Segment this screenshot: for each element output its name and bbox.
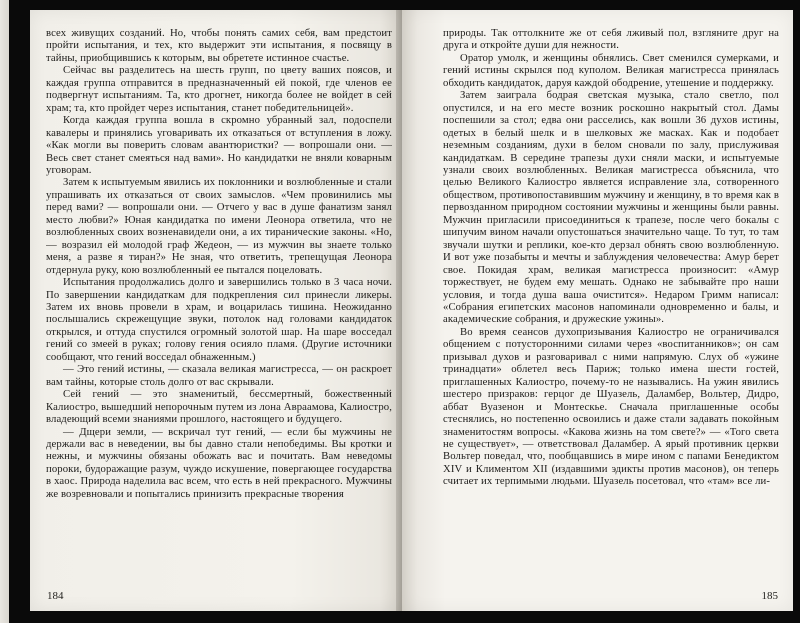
paragraph: Затем к испытуемым явились их поклонники и возлюбленные и стали упрашивать их отказаться от своих замыслов. «Чем провинились мы перед вами? — вопрошали они. — Отчего у вас в душе фанатизм занял место любви?» Юная кандидатка по имени Леонора ответила, что не возлюбленных своих возненавидели они, а их тиранические законы. «Но, — возразил ей молодой граф Жедеон, — из мужчин вы знаете только меня, а разве я тиран?» Не зная, что ответить, трепещущая Леонора отдернула руку, кою возлюбленный ее пытался поцеловать. <box>46 176 392 276</box>
paragraph: Сей гений — это знаменитый, бессмертный, божественный Калиостро, вышедший непорочным путем из лона Авраамова, Калиостро, владеющий всеми знаниями прошлого, настоящего и будущего. <box>46 388 392 426</box>
paragraph: Затем заиграла бодрая светская музыка, стало светло, пол опустился, и на его месте возник роскошно накрытый стол. Дамы поспешили за стол; едва они расселись, как вошли 36 духов истины, одетых в белый шелк и в шелковых же масках. Как и подобает неземным созданиям, духи в белом сновали по залу, прислуживая кандидаткам. В середине трапезы духи сняли маски, и испытуемые узнали своих возлюбленных. Великая магистресса объяснила, что целью Великого Калиостро является исправление зла, сотворенного обществом, противопоставившим мужчину и женщину, в то время как в первозданном природном состоянии мужчины и женщины были равны. Мужчин пригласили присоединиться к трапезе, после чего бокалы с шипучим вином начали опустошаться значительно чаще. То тут, то там звучали шутки и реплики, кое-кто дерзал обнять свою возлюбленную. И вот уже позабыты и мечты и заблуждения человечества: Амур берет свое. Покидая храм, великая магистресса произносит: «Амур торжествует, не будем ему мешать. Однако не забывайте про наши условия, и тогда душа ваша очистится». Недаром Гримм написал: «Собрания египетских масонов напоминали одновременно и балы, и академические собрания, и дружеские ужины». <box>443 89 779 326</box>
paragraph: Когда каждая группа вошла в скромно убранный зал, подоспели кавалеры и принялись уговаривать их отказаться от вступления в ложу. «Как могли вы поверить словам авантюристки? — вопрошали они. — Весь свет станет смеяться над вами». Но кандидатки не вняли коварным уговорам. <box>46 114 392 176</box>
page-left <box>30 10 402 611</box>
paragraph: всех живущих созданий. Но, чтобы понять самих себя, вам предстоит пройти испытания, и тех, кто выдержит эти испытания, я посвящу в тайны, приобщившись к которым, вы обретете истинное счастье. <box>46 27 392 64</box>
page-right-text <box>443 27 779 595</box>
page-number-right: 185 <box>761 590 778 602</box>
paragraph: Сейчас вы разделитесь на шесть групп, по цвету ваших поясов, и каждая группа отправится в предназначенный ей покой, где членов ее подвергнут испытаниям. Та, кто дрогнет, никогда более не войдет в сей храм; та, кто пройдет через испытания, станет победительницей». <box>46 64 392 114</box>
paragraph: природы. Так оттолкните же от себя лживый пол, взгляните друг на друга и откройте души для нежности. <box>443 27 779 52</box>
paragraph: — Дщери земли, — вскричал тут гений, — если бы мужчины не держали вас в неведении, вы бы давно стали непобедимы. Вы кротки и нежны, и мужчины обязаны обожать вас и почитать. Вам неведомы пороки, будоражащие разум, чуждо искушение, повергающее государства в хаос. Природа наделила вас всем, что есть в ней прекрасного. Мужчины же возревновали и попытались принизить прекрасные творения <box>46 425 392 500</box>
paragraph: Оратор умолк, и женщины обнялись. Свет сменился сумерками, и гений истины скрылся под куполом. Великая магистресса принялась обходить кандидаток, даруя каждой ободрение, утешение и поддержку. <box>443 51 779 89</box>
paragraph: Во время сеансов духопризывания Калиостро не ограничивался общением с потусторонними силами через «воспитанников»; он сам призывал духов и разговаривал с ними напрямую. Слух об «ужине тринадцати» облетел весь Париж; только имена шести гостей, приглашенных Калиостро, почему-то не назывались. На ужин явились шестеро призраков: герцог де Шуазель, Даламбер, Вольтер, Дидро, аббат Вуазенон и Монтескье. Сначала приглашенные особы стеснялись, но постепенно освоились и даже стали задавать покойным знаменитостям вопросы. «Какова жизнь на том свете?» — «Того света не существует», — ответствовал Даламбер. А ярый противник церкви Вольтер поведал, что, пообщавшись в мире ином с папами Бенедиктом XIV и Климентом XII (издавшими эдикты против масонов), он теперь считает их терпимыми людьми. Шуазель посетовал, что «там» все ли- <box>443 325 779 488</box>
paragraph: Испытания продолжались долго и завершились только в 3 часа ночи. По завершении кандидаткам для подкрепления сил принесли ликеры. Затем их вновь провели в храм, и воцарилась тишина. Неожиданно послышались скрежещущие звуки, потолок над головами кандидаток открылся, и оттуда спустился огромный золотой шар. На шаре восседал гений со змеей в руках; голову гения осияло пламя. (Другие источники сообщают, что гений восседал обнаженным.) <box>46 276 392 363</box>
paragraph: — Это гений истины, — сказала великая магистресса, — он раскроет вам тайны, которые столь долго от вас скрывали. <box>46 363 392 388</box>
page-number-left: 184 <box>47 590 64 602</box>
page-left-text <box>46 27 392 595</box>
page-right <box>402 10 793 611</box>
scan-edge-strip <box>0 0 9 623</box>
